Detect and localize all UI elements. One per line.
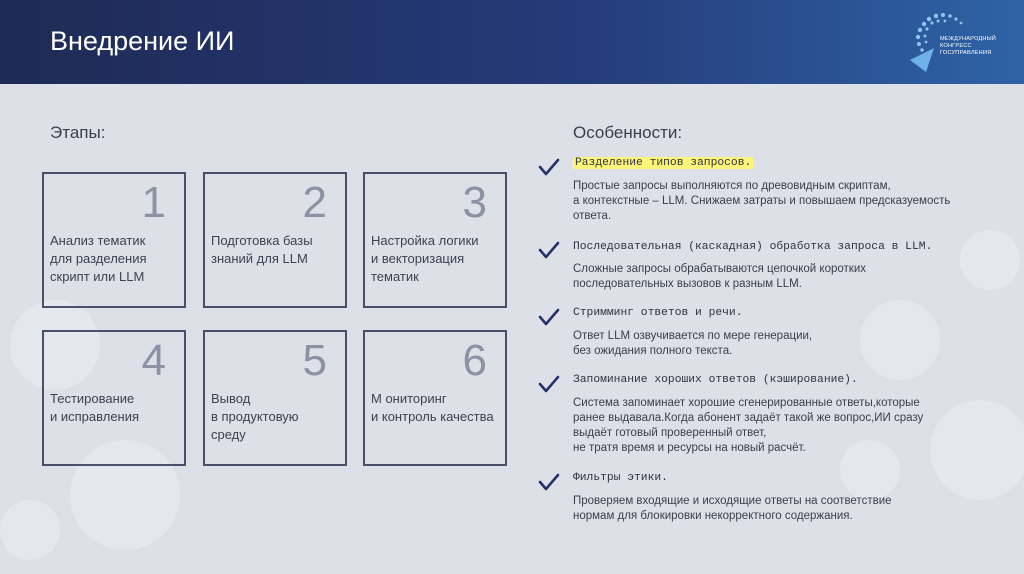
header-bar — [0, 0, 1024, 84]
checkmark-icon — [538, 472, 560, 492]
feature-description: Ответ LLM озвучивается по мере генерации, без ожидания полного текста. — [573, 330, 813, 357]
feature-heading: Стримминг ответов и речи. — [573, 307, 743, 319]
feature-description: Простые запросы выполняются по древовидным скриптам, а контекстные – LLM. Снижаем затраты и повышаем предсказуемость ответа. — [573, 180, 951, 222]
stage-number: 5 — [302, 336, 327, 385]
checkmark-icon — [538, 374, 560, 394]
stage-card-5 — [203, 330, 347, 466]
feature-heading: Запоминание хороших ответов (кэширование). — [573, 374, 858, 386]
stage-card-1 — [42, 172, 186, 308]
checkmark-icon — [538, 240, 560, 260]
feature-description: Система запоминает хорошие сгенерированные ответы,которые ранее выдавала.Когда абонент задаёт такой же вопрос,ИИ сразу выдаёт готовый проверенный ответ, не тратя время и ресурсы на новый расчёт. — [573, 397, 924, 454]
congress-logo — [906, 8, 1016, 78]
feature-description: Проверяем входящие и исходящие ответы на соответствие нормам для блокировки некорректного содержания. — [573, 495, 892, 522]
stages-title: Этапы: — [50, 123, 106, 142]
stage-card-2 — [203, 172, 347, 308]
stage-text: Подготовка базы знаний для LLM — [211, 233, 313, 266]
stage-text: Вывод в продуктовую среду — [211, 391, 299, 442]
checkmark-icon — [538, 307, 560, 327]
logo-text: МЕЖДУНАРОДНЫЙ КОНГРЕСС ГОСУПРАВЛЕНИЯ — [940, 36, 996, 56]
stage-number: 6 — [462, 336, 487, 385]
stage-text: Анализ тематик для разделения скрипт или LLM — [50, 233, 147, 284]
features-title: Особенности: — [573, 123, 683, 142]
stage-card-4 — [42, 330, 186, 466]
stage-number: 4 — [141, 336, 166, 385]
stage-number: 1 — [141, 178, 166, 227]
stage-text: Тестирование и исправления — [50, 391, 140, 424]
page-title: Внедрение ИИ — [50, 26, 235, 56]
stage-number: 3 — [462, 178, 487, 227]
stage-text: Настройка логики и векторизация тематик — [371, 233, 479, 284]
stage-card-3 — [363, 172, 507, 308]
feature-heading: Разделение типов запросов. — [575, 157, 752, 169]
stage-number: 2 — [302, 178, 327, 227]
feature-heading: Фильтры этики. — [573, 472, 668, 484]
feature-description: Сложные запросы обрабатываются цепочкой коротких последовательных вызовов к разным LLM. — [573, 263, 866, 290]
checkmark-icon — [538, 157, 560, 177]
stage-card-6 — [363, 330, 507, 466]
feature-heading: Последовательная (каскадная) обработка запроса в LLM. — [573, 241, 933, 253]
stage-text: М ониторинг и контроль качества — [371, 391, 494, 424]
